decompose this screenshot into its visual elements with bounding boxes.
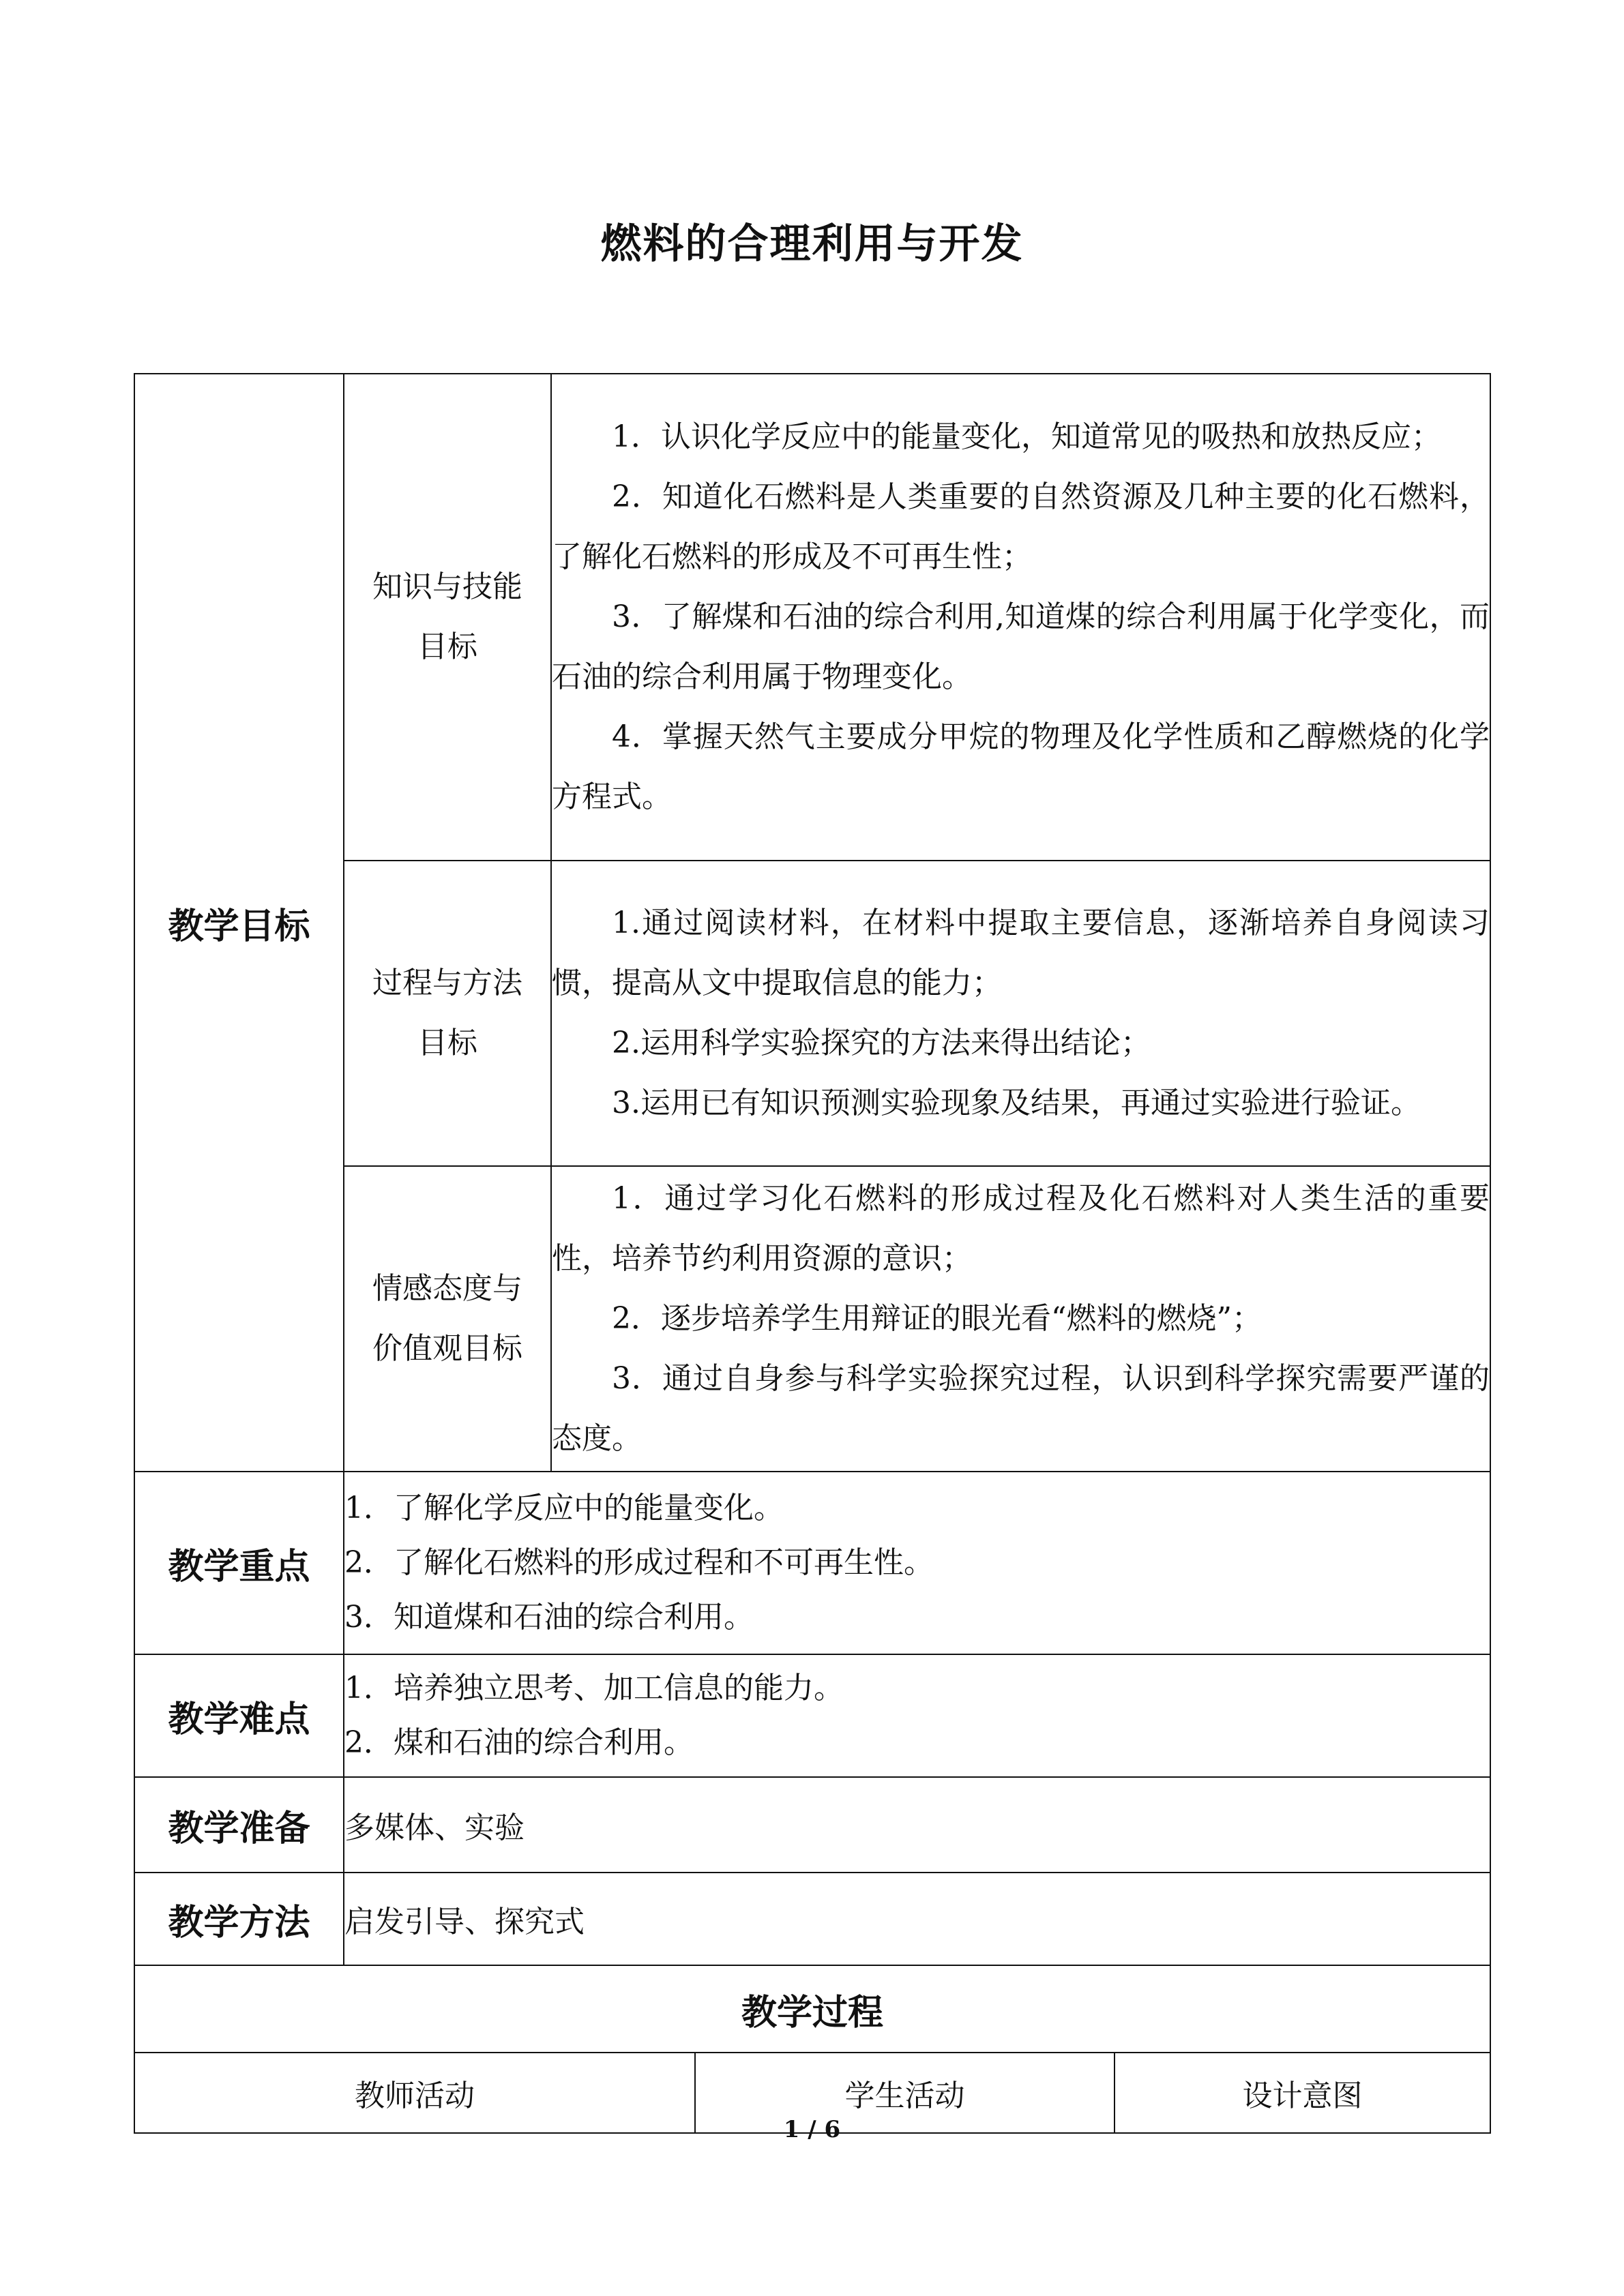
goal-item: 1.通过阅读材料，在材料中提取主要信息，逐渐培养自身阅读习惯，提高从文中提取信息的能力； bbox=[552, 906, 1490, 1000]
method-content: 启发引导、探究式 bbox=[344, 1873, 1490, 1965]
emotion-value-label bbox=[344, 1166, 551, 1472]
list-item: 2．煤和石油的综合利用。 bbox=[344, 1725, 694, 1760]
key-points-content bbox=[344, 1472, 1490, 1654]
goal-item: 3.运用已有知识预测实验现象及结果，再通过实验进行验证。 bbox=[612, 1086, 1421, 1120]
goal-item: 3．了解煤和石油的综合利用,知道煤的综合利用属于化学变化，而石油的综合利用属于物理变化。 bbox=[552, 599, 1490, 694]
key-points-label: 教学重点 bbox=[134, 1472, 344, 1654]
process-method-goals bbox=[551, 861, 1490, 1166]
goal-item: 1．认识化学反应中的能量变化，知道常见的吸热和放热反应； bbox=[612, 419, 1441, 454]
page-number: 1 / 6 bbox=[783, 2116, 841, 2143]
preparation-label: 教学准备 bbox=[134, 1777, 344, 1873]
difficulties-label: 教学难点 bbox=[134, 1654, 344, 1777]
method-label: 教学方法 bbox=[134, 1873, 344, 1965]
list-item: 1．培养独立思考、加工信息的能力。 bbox=[344, 1671, 844, 1705]
column-teacher-activity: 教师活动 bbox=[134, 2053, 695, 2133]
goal-item: 1．通过学习化石燃料的形成过程及化石燃料对人类生活的重要性，培养节约利用资源的意识； bbox=[552, 1181, 1490, 1276]
list-item: 3．知道煤和石油的综合利用。 bbox=[344, 1600, 754, 1635]
label-line: 过程与方法 bbox=[372, 966, 522, 1000]
goal-item: 2.运用科学实验探究的方法来得出结论； bbox=[612, 1026, 1151, 1060]
list-item: 1．了解化学反应中的能量变化。 bbox=[344, 1491, 784, 1525]
label-line: 情感态度与 bbox=[372, 1271, 522, 1306]
process-method-label bbox=[344, 861, 551, 1166]
list-item: 2．了解化石燃料的形成过程和不可再生性。 bbox=[344, 1545, 934, 1580]
label-line: 价值观目标 bbox=[372, 1331, 522, 1366]
preparation-content: 多媒体、实验 bbox=[344, 1777, 1490, 1873]
label-line: 目标 bbox=[417, 1026, 477, 1060]
teaching-process-heading: 教学过程 bbox=[134, 1965, 1490, 2053]
difficulties-content bbox=[344, 1654, 1490, 1777]
lesson-plan-table bbox=[134, 373, 1491, 2134]
emotion-value-goals bbox=[551, 1166, 1490, 1472]
label-line: 知识与技能 bbox=[372, 569, 522, 604]
knowledge-skill-goals bbox=[551, 374, 1490, 861]
page-title: 燃料的合理利用与开发 bbox=[600, 220, 1024, 268]
goal-item: 2．逐步培养学生用辩证的眼光看“燃料的燃烧”； bbox=[612, 1301, 1262, 1336]
goal-item: 2．知道化石燃料是人类重要的自然资源及几种主要的化石燃料，了解化石燃料的形成及不可再生性； bbox=[552, 479, 1490, 574]
column-design-intent: 设计意图 bbox=[1114, 2053, 1490, 2133]
knowledge-skill-label bbox=[344, 374, 551, 861]
label-line: 目标 bbox=[417, 629, 477, 664]
goal-item: 4．掌握天然气主要成分甲烷的物理及化学性质和乙醇燃烧的化学方程式。 bbox=[552, 719, 1490, 814]
goal-item: 3．通过自身参与科学实验探究过程，认识到科学探究需要严谨的态度。 bbox=[552, 1361, 1490, 1456]
objectives-label: 教学目标 bbox=[134, 374, 344, 1472]
column-student-activity: 学生活动 bbox=[695, 2053, 1114, 2133]
